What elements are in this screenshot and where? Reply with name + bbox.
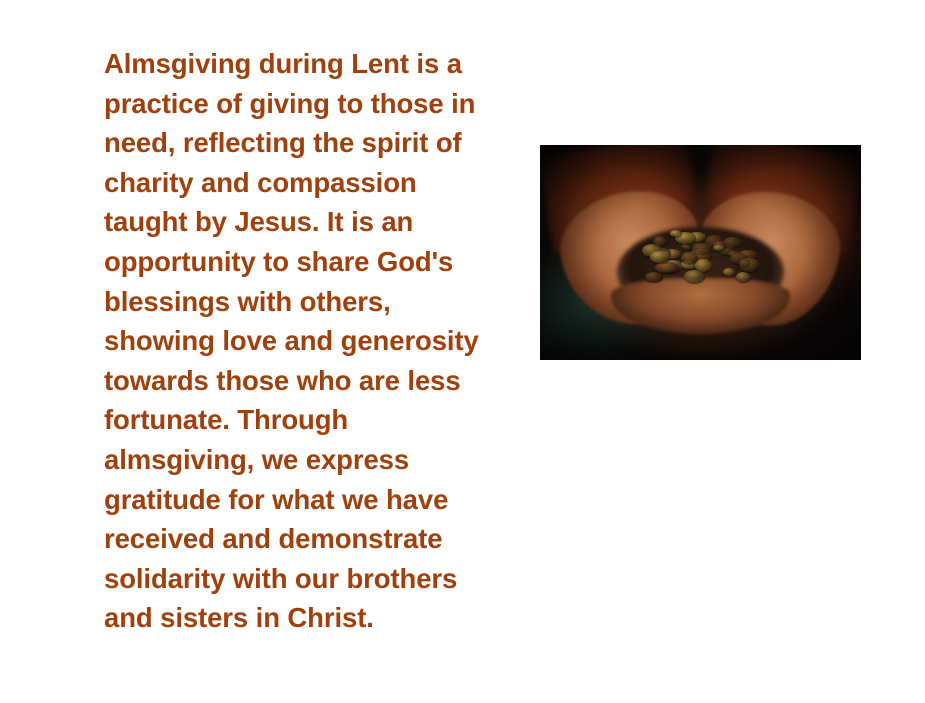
body-paragraph: Almsgiving during Lent is a practice of giving to those in need, reflecting the spirit of charity and compassion taught by Jesus. It is an opportunity to share God's blessings with others, showing love and generosity towards those who are less fortunate. Through almsgiving, we express gratitude for what we have received and demonstrate solidarity with our brothers and sisters in Christ. [104, 48, 487, 634]
photo-vignette [540, 145, 861, 360]
photo-backdrop [540, 145, 861, 360]
hands-with-coins-image [540, 145, 861, 360]
